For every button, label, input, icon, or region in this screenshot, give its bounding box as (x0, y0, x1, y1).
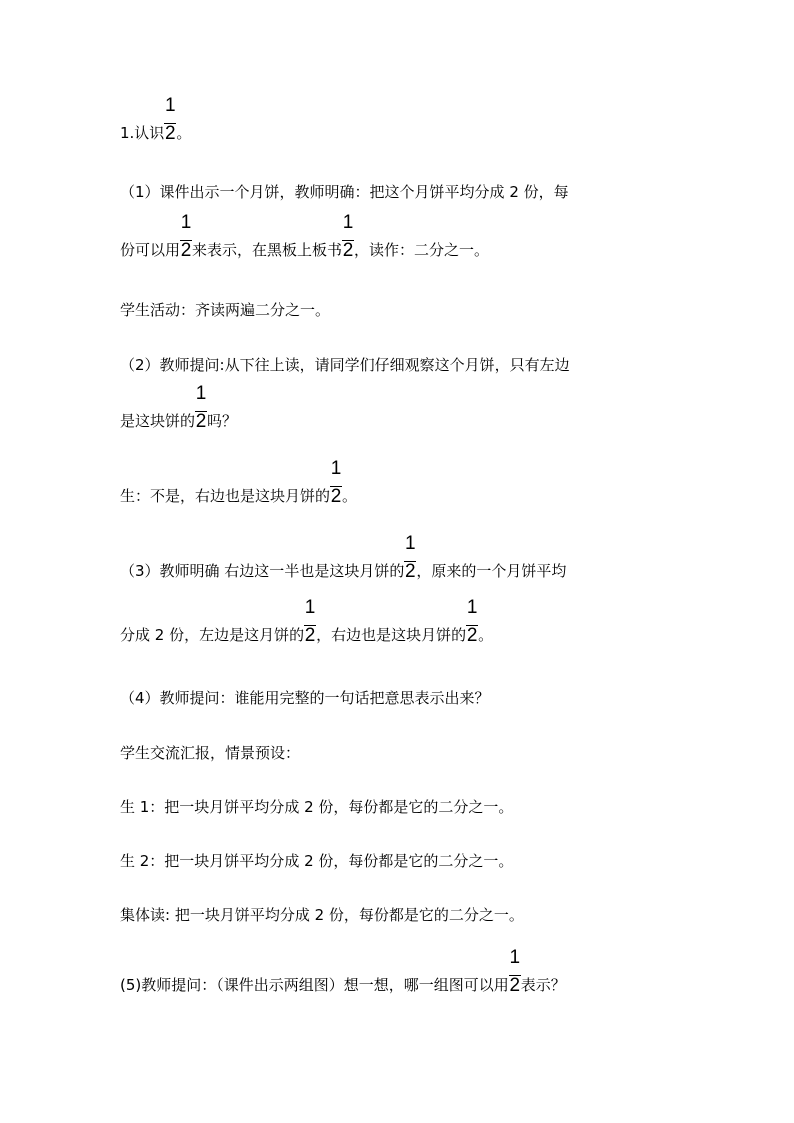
fraction-one-half: $\frac{1}{2}$ (195, 383, 207, 432)
paragraph-line: （2）教师提问:从下往上读，请同学们仔细观察这个月饼，只有左边 (120, 356, 570, 374)
paragraph-line: （3）教师明确 右边这一半也是这块月饼的 $\frac{1}{2}$ ，原来的一个月饼平均 (120, 533, 567, 582)
heading-text: 1.认识 (120, 124, 165, 142)
fraction-one-half: $\frac{1}{2}$ (304, 597, 316, 646)
paragraph-line: （1）课件出示一个月饼，教师明确：把这个月饼平均分成 2 份，每 (120, 183, 569, 201)
paragraph-line: 分成 2 份，左边是这月饼的 $\frac{1}{2}$ ，右边也是这块月饼的 $\frac{1}{2}$ 。 (120, 597, 494, 646)
fraction-one-half: $\frac{1}{2}$ (165, 95, 176, 144)
paragraph-line: 集体读: 把一块月饼平均分成 2 份，每份都是它的二分之一。 (120, 906, 524, 924)
section-heading: 1.认识 $\frac{1}{2}$ 。 (120, 95, 192, 144)
paragraph-line: （4）教师提问：谁能用完整的一句话把意思表示出来？ (120, 689, 490, 707)
paragraph-line: 学生活动：齐读两遍二分之一。 (120, 301, 331, 319)
fraction-one-half: $\frac{1}{2}$ (466, 597, 478, 646)
paragraph-line: 生 2：把一块月饼平均分成 2 份，每份都是它的二分之一。 (120, 852, 514, 870)
paragraph-line: 份可以用 $\frac{1}{2}$ 来表示，在黑板上板书 $\frac{1}{2}$ ，读作：二分之一。 (120, 212, 490, 261)
fraction-one-half: $\frac{1}{2}$ (180, 212, 192, 261)
fraction-one-half: $\frac{1}{2}$ (342, 212, 354, 261)
fraction-one-half: $\frac{1}{2}$ (405, 533, 416, 582)
paragraph-line: 是这块饼的 $\frac{1}{2}$ 吗？ (120, 383, 238, 432)
paragraph-line: 生 1：把一块月饼平均分成 2 份，每份都是它的二分之一。 (120, 798, 514, 816)
paragraph-line: (5)教师提问：（课件出示两组图）想一想，哪一组图可以用 $\frac{1}{2}$ 表示？ (120, 947, 566, 996)
paragraph-line: 学生交流汇报，情景预设： (120, 744, 301, 762)
fraction-one-half: $\frac{1}{2}$ (330, 458, 342, 507)
paragraph-line: 生：不是，右边也是这块月饼的 $\frac{1}{2}$ 。 (120, 458, 358, 507)
fraction-one-half: $\frac{1}{2}$ (509, 947, 521, 996)
